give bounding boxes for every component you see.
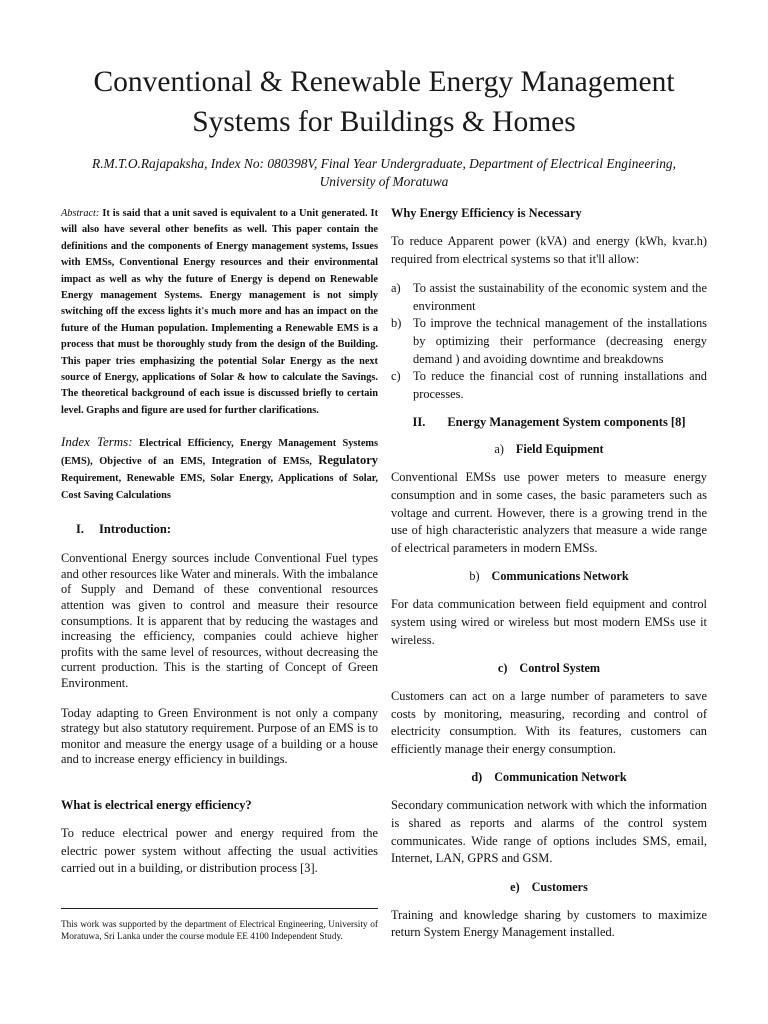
communications-network-text: For data communication between field equipment and control system using wired or wireless but most modern EMSs use it wireless. — [391, 597, 707, 647]
index-terms-regulatory: Regulatory — [318, 453, 379, 468]
subheading-communication-network: d) Communication Network — [471, 770, 627, 785]
right-column — [391, 206, 707, 942]
abstract-text: It is said that a unit saved is equivalent to a Unit generated. It will also have several other benefits as well. This paper contain the definitions and the components of Energy management systems, Issues with EMSs, Conventional Energy resources and their environmental impact as well as why the future of Energy is depend on Renewable Energy management Systems. Energy management is not simply switching off the excess lights it's much more and has an impact on the future of the Human population. Implementing a Renewable EMS is a process that must be thoroughly study from the design of the Building. This paper tries emphasizing the potential Solar Energy as the next source of Energy, applications of Solar & how to calculate the Savings. The theoretical background of each issue is discussed briefly to certain level. Graphs and figure are used for further clarifications. — [61, 208, 378, 416]
abstract — [61, 206, 378, 419]
footnote: This work was supported by the department of Electrical Engineering, University of Moratuwa, Sri Lanka under the course module EE 4100 Independent Study. — [61, 920, 378, 942]
paper-title — [40, 62, 728, 142]
intro-paragraph-1: Conventional Energy sources include Conventional Fuel types and other resources like Water and minerals. With the imbalance of Supply and Demand of these conventional resources attention was given to control and measure their resource consumptions. It is apparent that by reducing the wastages and increasing the efficiency, companies could achieve higher profits with the same level of resources, without decreasing the current production. This is the starting of Concept of Green Environment. — [61, 551, 378, 691]
index-terms-label: Index Terms: — [61, 434, 133, 450]
subheading-control-system: c) Control System — [497, 661, 601, 676]
left-column — [61, 206, 378, 878]
list-item: b) To improve the technical management of the installations by optimizing their performance (decreasing energy demand ) and avoiding downtime and breakdowns — [391, 316, 707, 366]
field-equipment-text: Conventional EMSs use power meters to measure energy consumption and in some cases, the basic parameters such as voltage and current. However, there is a growing trend in the use of high characteristic analyzers that measure a wide range of electrical parameters in modern EMSs. — [391, 470, 707, 555]
index-terms-text-1: Electrical Efficiency, Energy Management Systems (EMS), Objective of an EMS, Integration of EMSs, — [61, 438, 379, 468]
section-number: I. — [76, 522, 84, 537]
index-terms — [61, 433, 378, 504]
heading-why-efficiency: Why Energy Efficiency is Necessary — [391, 206, 582, 220]
section-number: II. — [412, 415, 426, 430]
customers-text: Training and knowledge sharing by customers to maximize return System Energy Management installed. — [391, 907, 707, 940]
section-title: Introduction: — [99, 522, 172, 537]
list-item: a) To assist the sustainability of the economic system and the environment — [391, 281, 707, 313]
authors-line-2: University of Moratuwa — [319, 174, 449, 189]
title-line-2: Systems for Buildings & Homes — [192, 106, 576, 138]
authors-line-1: R.M.T.O.Rajapaksha, Index No: 080398V, Final Year Undergraduate, Department of Electrical Engineering, — [92, 156, 676, 171]
list-item: c) To reduce the financial cost of running installations and processes. — [391, 369, 707, 401]
section-heading-introduction — [61, 522, 378, 537]
heading-energy-efficiency: What is electrical energy efficiency? — [61, 798, 252, 812]
section-heading-ems-components — [391, 415, 707, 430]
index-terms-text-2: Requirement, Renewable EMS, Solar Energy, Applications of Solar, Cost Saving Calculations — [61, 473, 378, 502]
energy-efficiency-text: To reduce electrical power and energy required from the electric power system without affecting the usual activities carried out in a building, or distribution process [3]. — [61, 826, 378, 876]
subheading-field-equipment: a) Field Equipment — [494, 442, 604, 457]
footnote-divider — [61, 908, 378, 909]
section-title: Energy Management System components [8] — [447, 415, 686, 430]
communication-network-text: Secondary communication network with which the information is shared as reports and alarms of the control system communicates. Wide range of options includes SMS, email, Internet, LAN, GPRS and GSM. — [391, 798, 707, 866]
author-affiliation — [40, 155, 728, 191]
control-system-text: Customers can act on a large number of parameters to save costs by monitoring, measuring, recording and control of electricity consumption. With its features, customers can efficiently manage their energy consumption. — [391, 689, 707, 756]
title-line-1: Conventional & Renewable Energy Management — [93, 66, 675, 98]
abstract-label: Abstract: — [61, 208, 100, 219]
intro-paragraph-2: Today adapting to Green Environment is not only a company strategy but also statutory requirement. Purpose of an EMS is to monitor and measure the energy usage of a building or a house and to increase energy efficiency in buildings. — [61, 705, 378, 767]
why-efficiency-text: To reduce Apparent power (kVA) and energy (kWh, kvar.h) required from electrical systems so that it'll allow: — [391, 234, 707, 266]
subheading-customers: e) Customers — [510, 879, 588, 894]
why-efficiency-list — [391, 280, 707, 403]
subheading-communications-network: b) Communications Network — [469, 569, 629, 584]
